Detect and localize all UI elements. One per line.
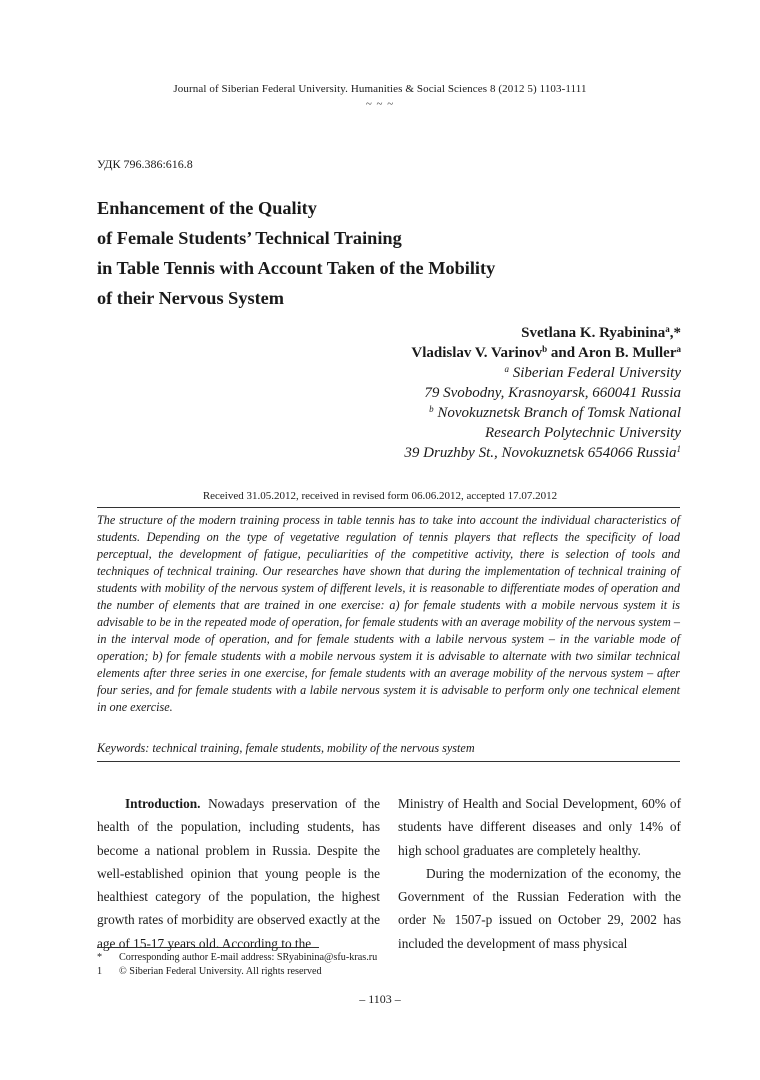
- author-line-2: [404, 343, 681, 363]
- affiliation-mark: a: [665, 324, 670, 334]
- received-dates: Received 31.05.2012, received in revised form 06.06.2012, accepted 17.07.2012: [202, 490, 558, 502]
- author-line-1: [404, 323, 681, 343]
- footnote-mark: 1: [676, 444, 681, 454]
- footnote: [97, 952, 377, 963]
- article-title: [97, 193, 657, 313]
- affiliation-text: Research Polytechnic University: [484, 425, 681, 441]
- affiliation-mark: a: [676, 344, 681, 354]
- paragraph-text: Nowadays preservation of the health of the population, including students, has become a national problem in Russia. Despite the well-established opinion that young people is the healthiest category of the population, the highest growth rates of morbidity are observed exactly at the age of 15-17 years old. According to the: [97, 796, 380, 951]
- affiliation-line: [404, 363, 681, 383]
- affiliation-line: [404, 443, 681, 463]
- title-line: of Female Students’ Technical Training: [97, 228, 402, 248]
- affiliation-mark: b: [542, 344, 548, 354]
- author-name: Svetlana K. Ryabinina: [521, 325, 666, 341]
- footnote-text: Corresponding author E-mail address: SRyabinina@sfu-kras.ru: [119, 952, 378, 963]
- body-paragraph: Ministry of Health and Social Development, 60% of students have different diseases and only 14% of high school graduates are completely healthy.: [398, 796, 681, 858]
- page-number: – 1103 –: [359, 992, 401, 1006]
- title-line: Enhancement of the Quality: [97, 198, 317, 218]
- affiliation-text: Novokuznetsk Branch of Tomsk National: [433, 405, 681, 421]
- abstract-top-rule: [97, 507, 680, 508]
- affiliation-mark: b: [429, 404, 434, 414]
- abstract: The structure of the modern training process in table tennis has to take into account the individual characteristics of students. Depending on the type of vegetative regulation of tennis players that reflects the specificity of load perceptual, the development of fatigue, peculiarities of the competitive activity, there is selection of tools and techniques of technical training. Our researches have shown that during the implementation of technical training of students with mobility of the nervous system of different levels, it is reasonable to differentiate modes of operation and the number of elements that are trained in one exercise: a) for female students with a mobile nervous system it is advisable to be in the repeated mode of operation, for female students with an average mobility of the nervous system – in the interval mode of operation, and for female students with a labile nervous system – in the variable mode of operation; b) for female students with a mobile nervous system it is advisable to alternate with two similar technical elements after three series in one exercise, for female students with an average mobility of the nervous system – after four series, and for female students with a labile nervous system it is advisable to perform only one technical element in one exercise.: [97, 513, 680, 714]
- body-column-left: [97, 792, 380, 955]
- abstract-bottom-rule: [97, 761, 680, 762]
- keywords: Keywords: technical training, female students, mobility of the nervous system: [97, 741, 475, 755]
- header-separator: ~ ~ ~: [365, 98, 395, 110]
- footnote: [97, 966, 322, 977]
- author-block: [404, 323, 681, 463]
- author-conjunction: and: [547, 345, 579, 361]
- affiliation-text: 39 Druzhby St., Novokuznetsk 654066 Russia: [404, 445, 677, 461]
- affiliation-mark: a: [504, 364, 509, 374]
- affiliation-line: [404, 383, 681, 403]
- body-column-right: [398, 792, 681, 955]
- footnote-mark: *: [97, 952, 103, 963]
- footnote-rule: [97, 947, 319, 948]
- affiliation-text: Siberian Federal University: [508, 365, 681, 381]
- affiliation-text: 79 Svobodny, Krasnoyarsk, 660041 Russia: [424, 385, 681, 401]
- body-paragraph: During the modernization of the economy, the Government of the Russian Federation with the order № 1507-р issued on October 29, 2002 has included the development of mass physical: [398, 865, 681, 951]
- title-line: in Table Tennis with Account Taken of the Mobility: [97, 258, 496, 278]
- body-paragraph: [97, 792, 380, 955]
- footnote-text: © Siberian Federal University. All rights reserved: [119, 966, 322, 977]
- affiliation-line: [404, 403, 681, 423]
- corresponding-mark: ,*: [669, 325, 681, 341]
- footnote-mark: 1: [97, 966, 103, 977]
- udk-code: УДК 796.386:616.8: [97, 157, 193, 171]
- title-line: of their Nervous System: [97, 288, 285, 308]
- affiliation-line: [404, 423, 681, 443]
- author-name: Vladislav V. Varinov: [411, 345, 543, 361]
- author-name: Aron B. Muller: [578, 345, 677, 361]
- section-heading: Introduction.: [125, 796, 201, 811]
- journal-header: Journal of Siberian Federal University. Humanities & Social Sciences 8 (2012 5) 1103-1111: [173, 83, 587, 95]
